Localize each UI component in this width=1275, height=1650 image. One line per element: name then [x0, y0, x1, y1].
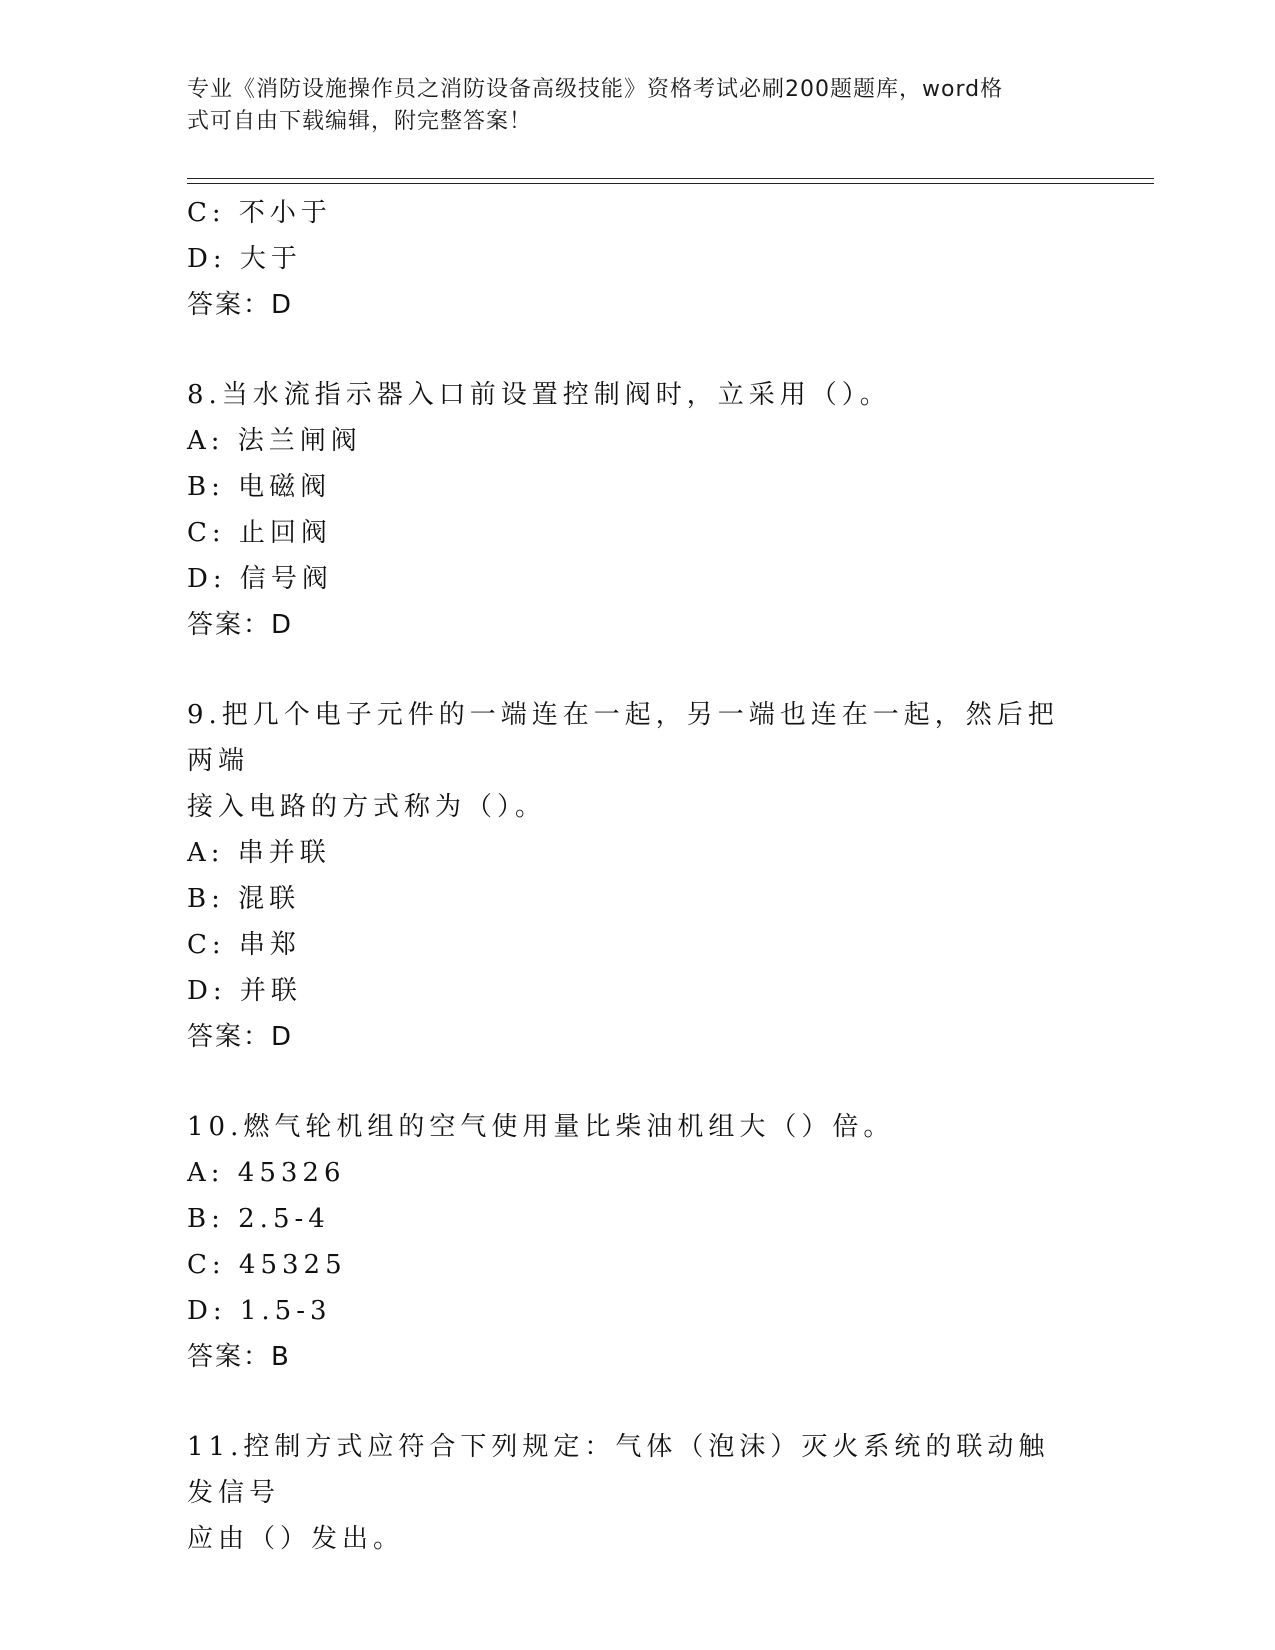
- question-text-line-1: 9.把几个电子元件的一端连在一起，另一端也连在一起，然后把两端: [187, 700, 1059, 776]
- document-header: [187, 74, 1067, 138]
- option-a: A: 法兰闸阀: [187, 426, 362, 456]
- header-line-1: 专业《消防设施操作员之消防设备高级技能》资格考试必刷200题题库，word格: [187, 77, 1004, 102]
- option-d: D: 信号阀: [187, 564, 333, 594]
- header-divider-bottom: [187, 183, 1154, 184]
- answer-line: 答案：D: [187, 1022, 294, 1052]
- option-b: B: 2.5-4: [187, 1204, 330, 1234]
- option-d: D: 并联: [187, 976, 302, 1006]
- option-a: A: 串并联: [187, 838, 331, 868]
- option-c: C: 串郑: [187, 930, 301, 960]
- option-c: C: 不小于: [187, 198, 332, 228]
- option-b: B: 混联: [187, 884, 301, 914]
- answer-line: 答案：D: [187, 610, 294, 640]
- option-d: D: 1.5-3: [187, 1296, 332, 1326]
- question-7-tail: [187, 190, 1087, 328]
- question-text-line-1: 11.控制方式应符合下列规定：气体（泡沫）灭火系统的联动触发信号: [187, 1432, 1050, 1508]
- question-text: 10.燃气轮机组的空气使用量比柴油机组大（）倍。: [187, 1112, 895, 1142]
- answer-line: 答案：B: [187, 1342, 291, 1372]
- question-text: 8.当水流指示器入口前设置控制阀时，立采用（）。: [187, 380, 891, 410]
- question-9: [187, 692, 1087, 1060]
- header-divider-top: [187, 178, 1154, 179]
- option-b: B: 电磁阀: [187, 472, 332, 502]
- option-c: C: 45325: [187, 1250, 347, 1280]
- question-11: [187, 1424, 1087, 1562]
- option-c: C: 止回阀: [187, 518, 332, 548]
- question-list: [187, 190, 1087, 1562]
- option-d: D: 大于: [187, 244, 302, 274]
- header-line-2: 式可自由下载编辑，附完整答案！: [187, 109, 533, 134]
- option-a: A: 45326: [187, 1158, 346, 1188]
- question-10: [187, 1104, 1087, 1380]
- answer-line: 答案：D: [187, 290, 294, 320]
- question-8: [187, 372, 1087, 648]
- question-text-line-2: 接入电路的方式称为（）。: [187, 792, 547, 822]
- question-text-line-2: 应由（）发出。: [187, 1524, 405, 1554]
